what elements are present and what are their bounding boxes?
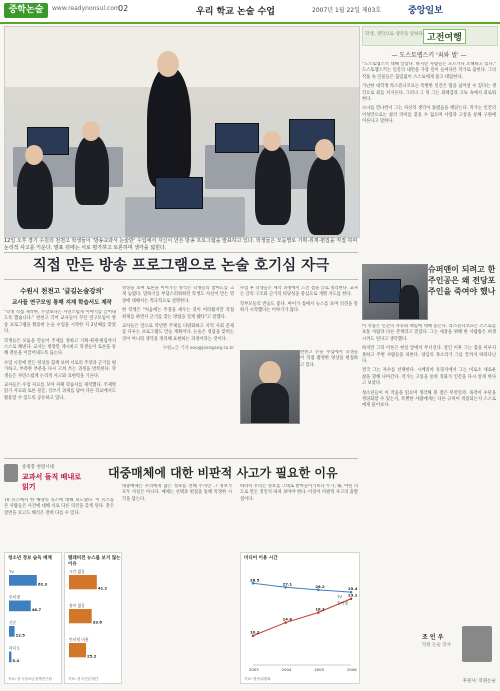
- author-box: [4, 464, 86, 494]
- issue-date: 2007년 1월 22일 제03호: [312, 7, 382, 14]
- article-photo: [240, 350, 300, 424]
- data-point: [284, 621, 287, 624]
- sidebar-header: [362, 26, 498, 46]
- column-title: 교과서 돌직 배내로 읽기: [22, 473, 81, 491]
- data-point: [317, 589, 320, 592]
- tick-label: 2006: [347, 667, 357, 672]
- data-label: 41.2: [97, 585, 108, 591]
- bar: [9, 652, 11, 663]
- data-label: 10.2: [250, 629, 260, 635]
- tick-label: 신문: [9, 620, 17, 625]
- data-point: [284, 586, 287, 589]
- paragraph: 청소년들이 이 작품을 읽으며 생각해 볼 점은 무엇일까. 목적이 수단을 정당화할 수 있는지, 특별한 사람에게는 다른 규칙이 적용되는지 스스로에게 물어보자.: [362, 390, 496, 409]
- masthead-bar: [0, 0, 500, 24]
- data-point: [350, 597, 353, 600]
- paragraph: 이 작품은 인간의 자유와 책임에 대해 묻는다. 라스콜니코프는 스스로를 보통 사람과 다른 존재라고 믿었다. 그는 세상을 위해 한 사람쯤은 희생시켜도 된다고 생각했다.: [362, 324, 496, 342]
- photo-caption: 12일 오후 경기 수원의 천천고 학생들이 '방송교과서 논술반' 수업에서 자신이 만든 방송 프로그램을 발표하고 있다. 학생들은 모둠별로 기획·취재·편집을 직접 하며 논리적 사고를 키운다. 발표 뒤에는 서로 평가하고 토론하며 생각을 넓힌다.: [4, 238, 358, 251]
- data-label: 23.1: [348, 592, 358, 598]
- classroom-photo: [4, 26, 360, 238]
- chart-media-source: [4, 552, 62, 684]
- chart-no-tv-news: [64, 552, 122, 684]
- bar: [9, 626, 15, 637]
- chart-title: 미디어 이용 시간: [244, 556, 278, 561]
- bar: [9, 575, 37, 586]
- sidebar-kicker: — 도스토옙스키 '죄와 벌' —: [391, 52, 467, 59]
- tick-label: 2005: [314, 667, 325, 672]
- data-point: [252, 634, 255, 637]
- paragraph: TV 뉴스에서 한 해양의 뉴스에 대해 보도했다. 이 뉴스를 본 사람들은 사건에 대해 서로 다른 의견을 갖게 된다. 같은 장면을 보고도 해석은 전혀 다를 수 있다.: [4, 498, 114, 516]
- tick-label: 인터넷 이용: [69, 637, 89, 642]
- chart-title: 텔레비전 뉴스를 보지 않는 이유: [68, 556, 121, 567]
- chart-source: 자료: 방송위원회: [244, 677, 271, 681]
- paragraph: 가난한 대학생 라스콜니코프는 특별한 인간은 법을 넘어설 수 있다는 생각으로 죄를 저지른다. 그러나 그 뒤 그는 죄책감과 고독 속에서 괴로워한다.: [362, 84, 496, 103]
- paragraph: 교사들은 수업 자료를 모아 자체 학습서를 제작했다. 주제별 읽기 자료와 토론 질문, 글쓰기 과제를 담아 다른 학교에서도 활용할 수 있도록 공유하고 있다.: [4, 383, 116, 401]
- columnist-avatar: [462, 626, 492, 662]
- tick-label: 2003: [249, 667, 259, 672]
- paragraph: 따라서 우리는 정보를 그대로 받아들이기보다 누가, 왜, 어떤 의도로 만든 것인지 따져 보아야 한다. 이것이 비판적 사고의 출발점이다.: [240, 484, 358, 502]
- data-label: 62.3: [37, 581, 48, 587]
- author-label: 송정봉 천령시대: [22, 465, 54, 470]
- sidebar-title: 고전여행: [423, 29, 466, 44]
- chart-canvas: [241, 553, 359, 683]
- series-name: 인터넷: [337, 600, 349, 606]
- paragraph: 영상을 보며 토론을 이어가는 방식은 학생들의 참여도를 크게 높였다. 말하기를 부담스러워하던 학생도 자신이 만든 영상에 대해서는 적극적으로 설명한다.: [122, 286, 234, 304]
- paragraph: 하지만 그의 이론은 현실 앞에서 무너진다. 살인 이후 그는 잠을 이루지 못하고 주변 사람들을 피한다. 양심의 목소리가 그를 끝까지 따라다닌다.: [362, 346, 496, 365]
- paragraph: 소냐를 만나면서 그는 자신의 생각이 틀렸음을 깨닫는다. 작가는 인간의 이성만으로는 삶의 의미를 찾을 수 없으며 사랑과 고통을 통해 구원에 이른다고 말한다.: [362, 106, 496, 125]
- opinion-body-2: [122, 484, 232, 546]
- sidebar-column: [362, 26, 496, 686]
- article-photo-caption: 천천고 논술 수업에서 학생들이 직접 촬영한 영상을 편집하고 있다.: [300, 350, 358, 368]
- newspaper-name: 중앙일보: [408, 6, 443, 16]
- data-label: 27.1: [282, 581, 293, 587]
- chart-media-time: [240, 552, 360, 684]
- tick-label: TV: [9, 569, 14, 574]
- chart-source: 자료: 한국언론재단: [68, 677, 99, 681]
- paragraph: 수업 시간에 만든 영상을 함께 보며 서로의 주장과 근거를 평가하고, 부족한 부분을 다시 고쳐 쓰는 과정을 반복한다. 학생들은 자연스럽게 논리적 사고와 표현력을 기른다.: [4, 360, 116, 379]
- data-point: [317, 611, 320, 614]
- data-label: 14.8: [282, 616, 293, 622]
- data-label: 5.4: [12, 658, 20, 664]
- footer-sponsor: 후원사: 학원논술: [462, 679, 496, 684]
- paragraph: 학생들은 모둠을 만들어 주제를 정하고 기획·취재·편집까지 스스로 해낸다. 교사는 방향만 제시하고 학생들이 토론을 통해 결론을 이끌어내도록 돕는다.: [4, 338, 116, 357]
- data-label: 33.6: [92, 619, 103, 625]
- paragraph: 수업 후 학생들은 제작 과정에서 느낀 점을 글로 정리한다. 교사는 글의 구조와 근거의 타당성을 중심으로 개별 지도를 한다.: [240, 286, 358, 298]
- bar: [69, 575, 97, 589]
- main-headline: 직접 만든 방송 프로그램으로 논술 호기심 자극: [4, 252, 358, 280]
- paragraph: 결국 그는 자수를 선택한다. 시베리아 유형지에서 그는 비로소 새로운 삶을 향해 나아간다. 작가는 고통을 통한 정화가 인간을 다시 살게 한다고 보았다.: [362, 368, 496, 387]
- site-url[interactable]: www.readynonsul.com: [52, 5, 120, 12]
- opinion-body-3: [240, 484, 358, 546]
- article-left-body: [4, 310, 116, 458]
- data-label: 12.5: [15, 632, 25, 638]
- bar: [9, 601, 31, 612]
- chart-title: 청소년 정보 습득 매체: [8, 556, 52, 561]
- page-number: 02: [118, 4, 129, 13]
- article-kicker: 수원시 천천고 '글길논술강의': [20, 287, 104, 295]
- data-label: 25.2: [87, 653, 97, 659]
- series-line: [253, 583, 351, 592]
- sidebar-body: [362, 62, 496, 258]
- paragraph: 교사들은 앞으로 학년별 주제를 다양화하고 지역 사회 문제를 다루는 프로그램도 만들 계획이다. 논술은 정답을 맞히는 것이 아니라 생각을 정리해 표현하는 과정이라는 것이다.: [122, 324, 234, 342]
- opinion-body-1: [4, 498, 114, 546]
- data-label: 26.2: [315, 583, 325, 589]
- byline: 수원=글 기자 ooo@joongang.co.kr: [162, 346, 234, 352]
- section-title: 우리 학교 논술 수업: [196, 7, 275, 17]
- section-divider: [4, 458, 358, 459]
- article-subhead: 교사들 연구모임 통해 지재 학습서도 제작: [12, 300, 112, 306]
- paragraph: 한 학생은 "처음에는 주장을 세우는 것이 어려웠지만 직접 취재를 하면서 근거를 찾는 방법을 알게 됐다"고 말했다.: [122, 308, 234, 320]
- tick-label: 흥미 없음: [69, 603, 85, 608]
- columnist-role: 학원 논술 강사: [422, 643, 451, 648]
- data-label: 25.4: [348, 586, 358, 592]
- opinion-block: [4, 462, 358, 686]
- paragraph: 대중매체는 우리에게 많은 정보를 전해 주지만 그 정보가 모두 사실은 아니다. 매체는 선택과 편집을 통해 특정한 시각을 담는다.: [122, 484, 232, 502]
- article-mid-body: [122, 286, 234, 458]
- essay-body: [362, 324, 496, 642]
- tick-label: 시간 없음: [69, 569, 85, 574]
- data-label: 48.7: [31, 607, 42, 613]
- paragraph: "도스토옙스키 대해 알았다. 하지만 사람들은 모르거나 오해하고 있다." 도스토옙스키는 인간의 내면을 가장 깊이 들여다본 작가로 꼽힌다. 그의 작품 속 인물들은 끊임없이 스스로에게 묻고 대답한다.: [362, 62, 496, 80]
- columnist-name: 조 인 우: [422, 634, 444, 641]
- paragraph: "학생 직접 제작한, 주장보다는 자연스럽게 이야기를 끌어내도록 했습니다." 천천고 국어 교사들이 꾸린 연구모임이 방송 프로그램을 활용한 논술 수업을 시작한 지 2년째를 맞았다.: [4, 310, 116, 335]
- article-right-body: [240, 286, 358, 346]
- essay-title: 슈퍼맨이 되려고 한 주인공은 왜 전당포 주인을 죽여야 했나: [428, 264, 496, 296]
- data-label: 18.3: [315, 606, 325, 612]
- data-point: [252, 582, 255, 585]
- tick-label: 라디오: [9, 645, 21, 651]
- series-name: TV: [337, 594, 342, 600]
- tick-label: 인터넷: [9, 594, 21, 600]
- sidebar-tag: 학생, 생각으로 생각을 말하다: [365, 32, 423, 37]
- author-avatar: [4, 464, 18, 482]
- chart-canvas: [5, 553, 61, 683]
- paragraph: 학부모들의 반응도 좋다. 아이가 집에서 뉴스를 보며 의견을 말하기 시작했다는 이야기가 많다.: [240, 301, 358, 314]
- sidebar-photo: [362, 264, 428, 320]
- chart-canvas: [65, 553, 121, 683]
- chart-source: 자료: 한국청소년정책연구원: [8, 677, 53, 681]
- bar: [69, 609, 92, 623]
- opinion-headline: 대중매체에 대한 비판적 사고가 필요한 이유: [108, 466, 338, 480]
- section-logo: 중학논술: [4, 3, 48, 18]
- tick-label: 2004: [281, 667, 292, 672]
- bar: [69, 643, 86, 657]
- data-label: 28.5: [250, 577, 260, 583]
